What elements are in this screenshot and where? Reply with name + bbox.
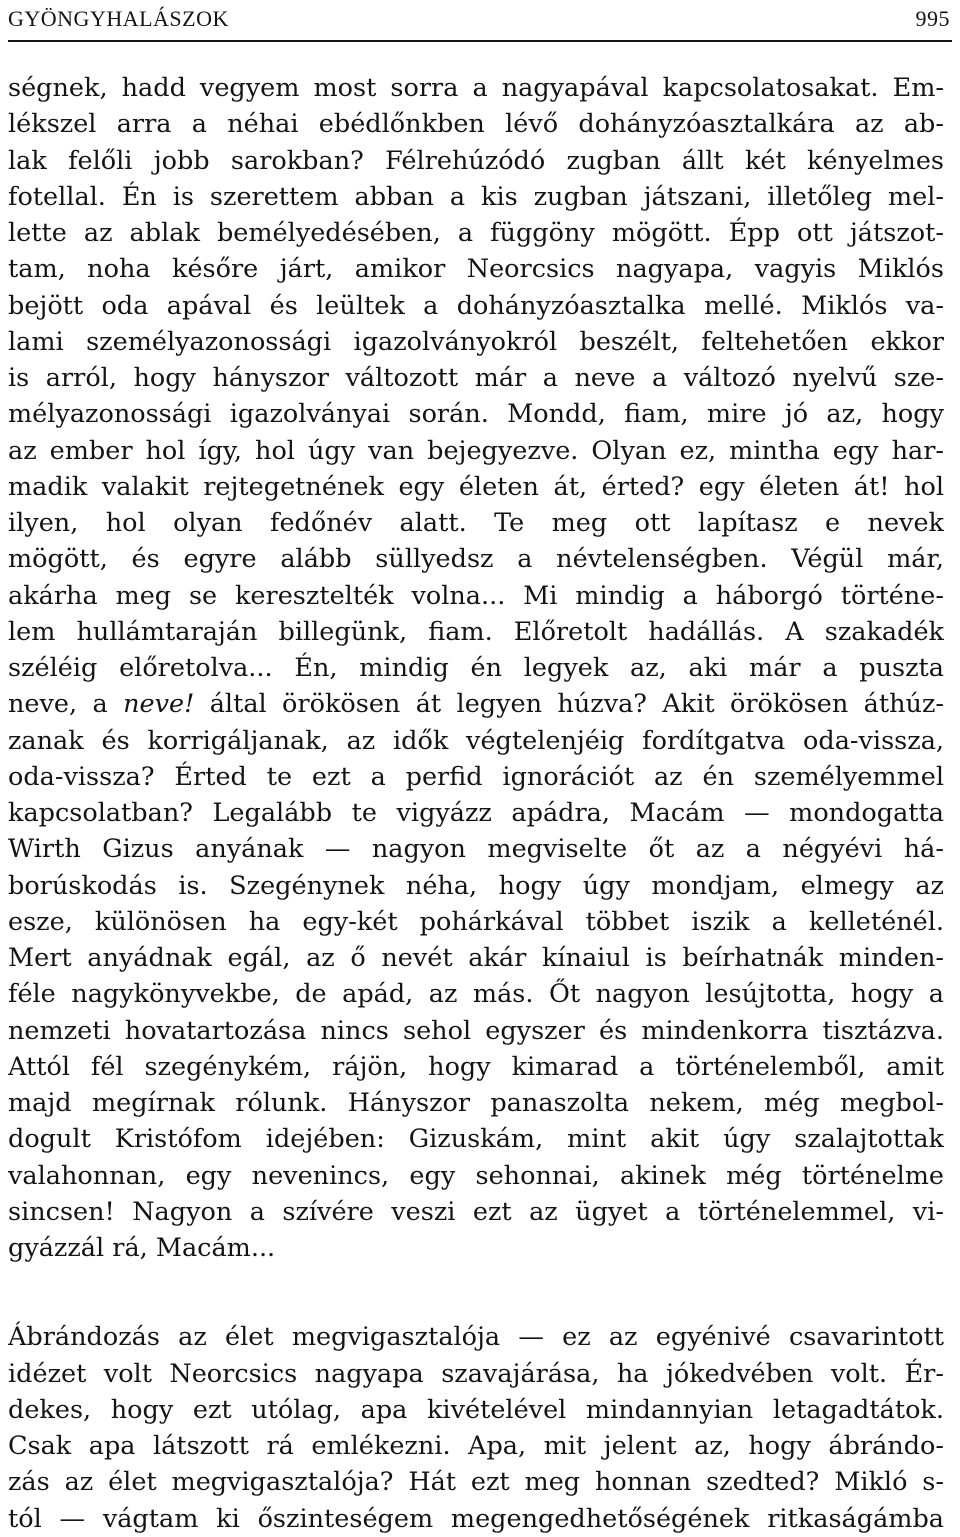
text-line: madik valakit rejtegetnének egy életen át, érted? egy életen át! hol: [8, 471, 944, 502]
text-line: mélyazonossági igazolványai során. Mondd, fiam, mire jó az, hogy: [8, 399, 944, 430]
text-line: borúskodás is. Szegénynek néha, hogy úgy mondjam, elmegy az: [8, 870, 944, 901]
text-line: sincsen! Nagyon a szívére veszi ezt az ügyet a történelemmel, vi-: [8, 1196, 944, 1227]
text-line: Wirth Gizus anyának — nagyon megviselte őt az a négyévi há-: [8, 834, 944, 865]
text-segment: által örökösen át legyen húzva? Akit örökösen áthúz-: [194, 689, 944, 720]
running-head-title: GYÖNGYHALÁSZOK: [8, 6, 229, 31]
text-line: akárha meg se keresztelték volna... Mi mindig a háborgó történe-: [8, 580, 944, 611]
text-line: lem hullámtaraján billegünk, fiam. Előretolt hadállás. A szakadék: [8, 616, 944, 647]
text-line: is arról, hogy hányszor változott már a neve a változó nyelvű sze-: [8, 363, 944, 393]
text-line: zás az élet megvigasztalója? Hát ezt meg honnan szedted? Mikló s-: [8, 1467, 944, 1498]
text-line: Mert anyádnak egál, az ő nevét akár kínaiul is beírhatnák minden-: [8, 943, 944, 973]
header-rule: [8, 40, 952, 42]
italic-word: neve!: [123, 689, 195, 720]
text-line: esze, különösen ha egy-két pohárkával többet iszik a kelleténél.: [8, 906, 944, 937]
text-line: az ember hol így, hol úgy van bejegyezve. Olyan ez, mintha egy har-: [8, 435, 944, 466]
text-line: ségnek, hadd vegyem most sorra a nagyapával kapcsolatosakat. Em-: [8, 73, 944, 103]
text-line: kapcsolatban? Legalább te vigyázz apádra, Macám — mondogatta: [8, 798, 944, 828]
text-line: lette az ablak bemélyedésében, a függöny mögött. Épp ott játszot-: [8, 218, 944, 248]
paragraph-1: [8, 70, 944, 1266]
text-line: oda-vissza? Érted te ezt a perfid ignorációt az én személyemmel: [8, 761, 944, 792]
text-line: dekes, hogy ezt utólag, apa kivételével mindannyian letagadtátok.: [8, 1394, 944, 1425]
text-line: tam, noha későre járt, amikor Neorcsics nagyapa, vagyis Miklós: [8, 254, 944, 285]
body-text: [8, 70, 944, 1537]
text-line: idézet volt Neorcsics nagyapa szavajárása, ha jókedvében volt. Ér-: [8, 1358, 944, 1389]
running-head: [8, 6, 952, 36]
text-line: lak felőli jobb sarokban? Félrehúzódó zugban állt két kényelmes: [8, 145, 944, 176]
text-line: lami személyazonossági igazolványokról beszélt, feltehetően ekkor: [8, 326, 944, 357]
text-line: féle nagykönyvekbe, de apád, az más. Őt nagyon lesújtotta, hogy a: [8, 979, 944, 1010]
text-segment: neve, a: [8, 689, 124, 720]
text-line: valahonnan, egy nevenincs, egy sehonnai, akinek még történelme: [8, 1160, 944, 1191]
text-line: Csak apa látszott rá emlékezni. Apa, mit jelent az, hogy ábrándo-: [8, 1431, 944, 1461]
text-line: Ábrándozás az élet megvigasztalója — ez az egyénivé csavarintott: [8, 1322, 944, 1353]
text-line: zanak és korrigáljanak, az idők végtelenjéig fordítgatva oda-vissza,: [8, 725, 944, 756]
page-number: 995: [915, 6, 950, 31]
text-line: majd megírnak rólunk. Hányszor panaszolta nekem, még megbol-: [8, 1088, 944, 1118]
text-line: nemzeti hovatartozása nincs sehol egyszer és mindenkorra tisztázva.: [8, 1015, 944, 1046]
text-line: Attól fél szegénykém, rájön, hogy kimarad a történelemből, amit: [8, 1051, 944, 1082]
text-line: mögött, és egyre alább süllyedsz a névtelenségben. Végül már,: [8, 544, 944, 575]
text-line: ilyen, hol olyan fedőnév alatt. Te meg ott lapítasz e nevek: [8, 508, 944, 538]
text-line: bejött oda apával és leültek a dohányzóasztalka mellé. Miklós va-: [8, 290, 944, 321]
text-line: széléig előretolva... Én, mindig én legyek az, aki már a puszta: [8, 653, 944, 683]
paragraph-gap: [8, 1266, 944, 1319]
text-line: dogult Kristófom idejében: Gizuskám, mint akit úgy szalajtottak: [8, 1124, 944, 1155]
text-line: tól — vágtam ki őszinteségem megengedhetőségének ritkaságámba: [8, 1503, 944, 1534]
text-line: lékszel arra a néhai ebédlőnkben lévő dohányzóasztalkára az ab-: [8, 109, 944, 140]
text-line: gyázzál rá, Macám...: [8, 1233, 276, 1263]
text-line-with-italic: [8, 686, 944, 722]
text-line: fotellal. Én is szerettem abban a kis zugban játszani, illetőleg mel-: [8, 181, 944, 212]
paragraph-2: [8, 1319, 944, 1537]
